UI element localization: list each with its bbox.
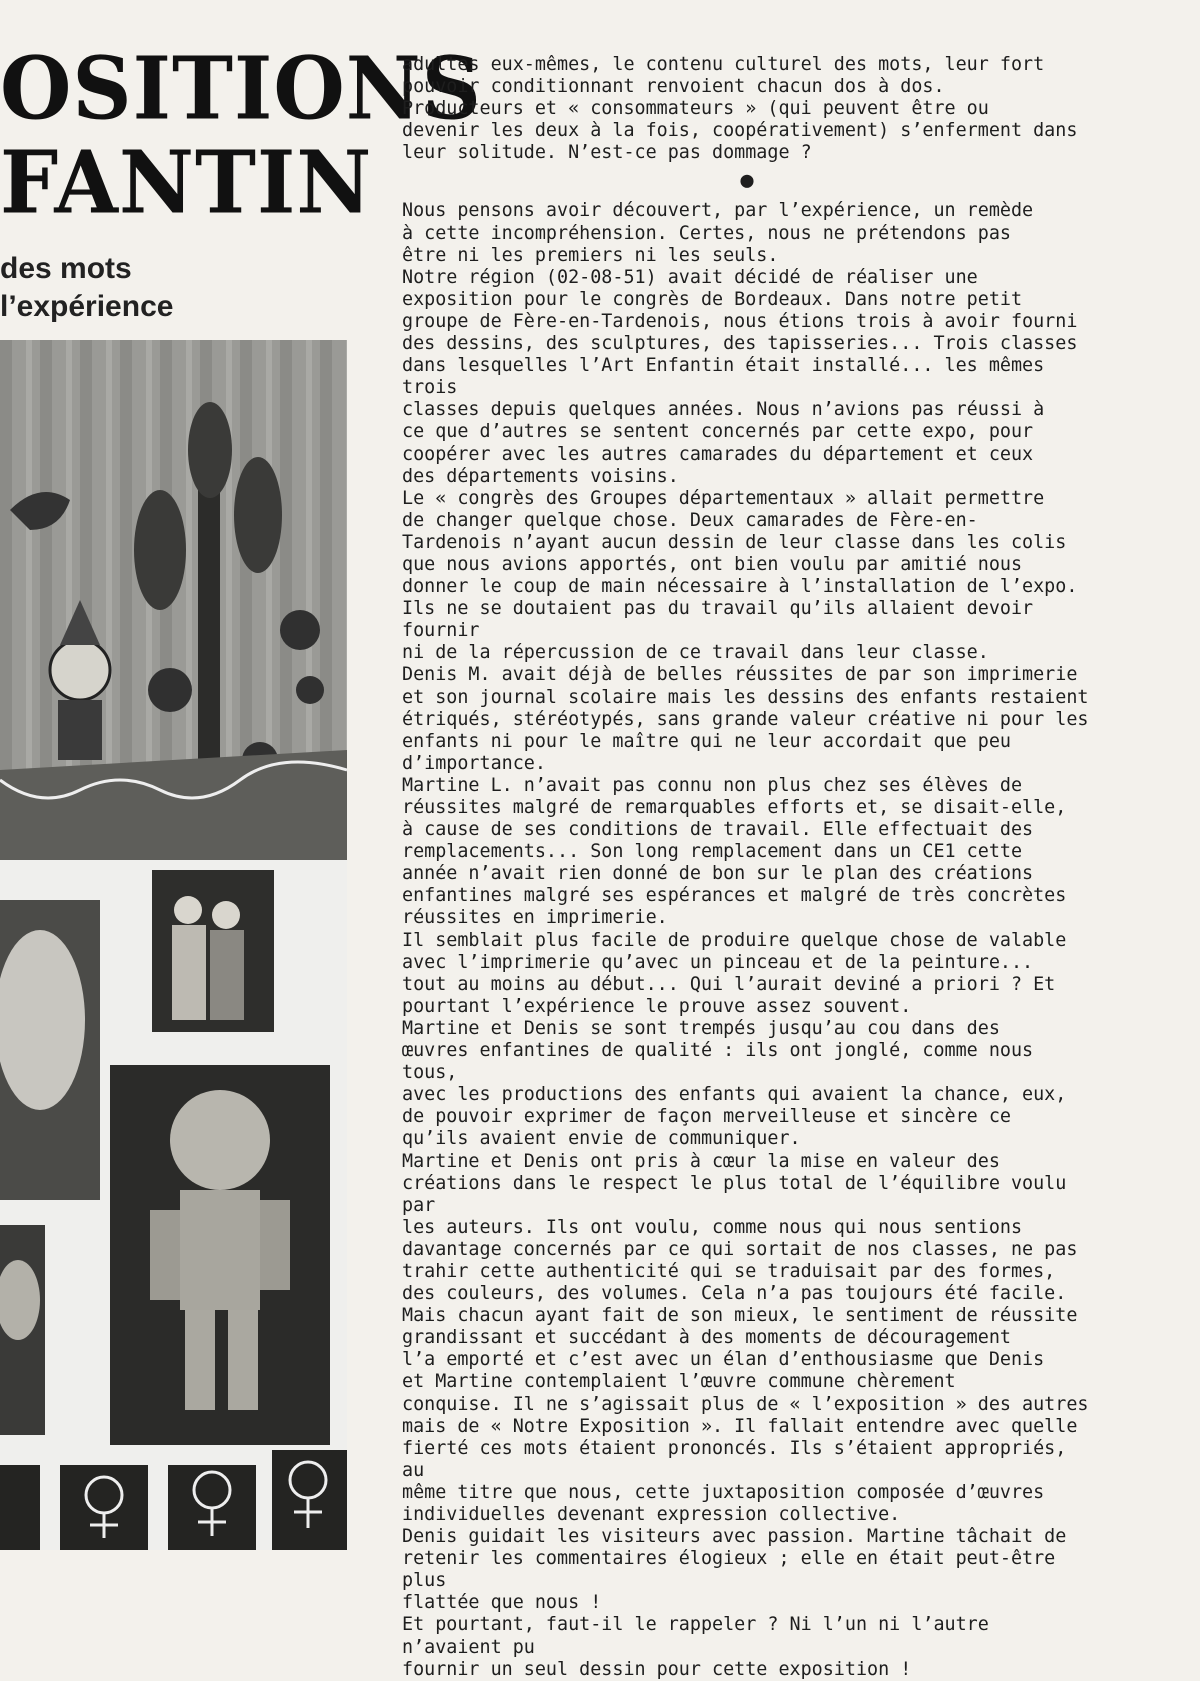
- text-line: des départements voisins.: [402, 465, 679, 487]
- text-line: et son journal scolaire mais les dessins des enfants restaient: [402, 686, 1089, 708]
- subheadline: [0, 250, 340, 326]
- text-line: individuelles devenant expression collective.: [402, 1504, 901, 1525]
- text-line: à cause de ses conditions de travail. Elle effectuait des: [402, 819, 1034, 841]
- text-line: d’importance.: [402, 752, 546, 774]
- text-line: les auteurs. Ils ont voulu, comme nous qui nous sentions: [402, 1216, 1023, 1238]
- text-line: Ils ne se doutaient pas du travail qu’ils allaient devoir fournir: [402, 598, 1034, 642]
- text-line: ni de la répercussion de ce travail dans leur classe.: [402, 642, 989, 664]
- text-line: adultes eux-mêmes, le contenu culturel des mots, leur fort: [402, 54, 1045, 75]
- text-line: remplacements... Son long remplacement dans un CE1 cette: [402, 841, 1023, 863]
- text-line: flattée que nous !: [402, 1592, 602, 1614]
- subheadline-line-2: l’expérience: [0, 290, 174, 323]
- text-line: qu’ils avaient envie de communiquer.: [402, 1128, 801, 1150]
- text-line: Denis guidait les visiteurs avec passion. Martine tâchait de: [402, 1526, 1067, 1548]
- article-text: [402, 54, 1092, 1681]
- text-line: Martine L. n’avait pas connu non plus chez ses élèves de: [402, 774, 1023, 796]
- text-line: que nous avions apportés, ont bien voulu par amitié nous: [402, 553, 1023, 575]
- text-line: devenir les deux à la fois, coopérativement) s’enferment dans: [402, 120, 1078, 142]
- headline-line-2: FANTIN: [0, 132, 373, 234]
- text-line: Producteurs et « consommateurs » (qui peuvent être ou: [402, 98, 989, 120]
- text-line: dans lesquelles l’Art Enfantin était installé... les mêmes trois: [402, 355, 1045, 399]
- text-line: des dessins, des sculptures, des tapisseries... Trois classes: [402, 333, 1078, 355]
- text-line: réussites malgré de remarquables efforts et, se disait-elle,: [402, 797, 1067, 818]
- headline: [0, 38, 482, 234]
- text-line: Et pourtant, faut-il le rappeler ? Ni l’un ni l’autre n’avaient pu: [402, 1614, 989, 1658]
- text-line: de pouvoir exprimer de façon merveilleuse et sincère ce: [402, 1106, 1011, 1128]
- text-line: Nous pensons avoir découvert, par l’expérience, un remède: [402, 200, 1034, 222]
- text-line: groupe de Fère-en-Tardenois, nous étions trois à avoir fourni: [402, 310, 1078, 332]
- text-line: réussites en imprimerie.: [402, 907, 668, 929]
- text-line: Le « congrès des Groupes départementaux » allait permettre: [402, 487, 1045, 509]
- text-line: créations dans le respect le plus total de l’équilibre voulu par: [402, 1172, 1067, 1216]
- text-line: Tardenois n’ayant aucun dessin de leur classe dans les colis: [402, 531, 1067, 553]
- text-line: même titre que nous, cette juxtaposition composée d’œuvres: [402, 1481, 1045, 1503]
- section-separator: ●: [740, 168, 754, 194]
- headline-line-1: OSITIONS: [0, 38, 482, 140]
- text-line: fierté ces mots étaient prononcés. Ils s’étaient appropriés, au: [402, 1437, 1067, 1481]
- text-line: Martine et Denis se sont trempés jusqu’au cou dans des: [402, 1017, 1000, 1039]
- text-line: leur solitude. N’est-ce pas dommage ?: [402, 142, 812, 164]
- text-line: Il semblait plus facile de produire quelque chose de valable: [402, 929, 1067, 951]
- text-line: pourtant l’expérience le prouve assez souvent.: [402, 995, 912, 1017]
- text-line: Martine et Denis ont pris à cœur la mise en valeur des: [402, 1150, 1000, 1172]
- intro-paragraph: [402, 54, 1092, 164]
- text-line: pouvoir conditionnant renvoient chacun dos à dos.: [402, 76, 945, 98]
- child-painting-portrait: [0, 1225, 45, 1435]
- text-line: et Martine contemplaient l’œuvre commune chèrement: [402, 1371, 956, 1393]
- photo-two-boys: [152, 870, 274, 1032]
- text-line: retenir les commentaires élogieux ; elle en était peut-être plus: [402, 1548, 1056, 1592]
- text-line: Denis M. avait déjà de belles réussites de par son imprimerie: [402, 664, 1078, 686]
- text-line: des couleurs, des volumes. Cela n’a pas toujours été facile.: [402, 1283, 1067, 1305]
- tapestry: [0, 340, 347, 860]
- text-line: trahir cette authenticité qui se traduisait par des formes,: [402, 1260, 1056, 1282]
- exhibition-photograph: [0, 340, 347, 1550]
- text-line: étriqués, stéréotypés, sans grande valeur créative ni pour les: [402, 708, 1089, 730]
- text-line: davantage concernés par ce qui sortait de nos classes, ne pas: [402, 1238, 1078, 1260]
- text-line: fournir un seul dessin pour cette exposition !: [402, 1658, 912, 1680]
- text-line: tout au moins au début... Qui l’aurait deviné a priori ? Et: [402, 973, 1056, 995]
- subheadline-line-1: des mots: [0, 252, 132, 285]
- text-line: année n’avait rien donné de bon sur le plan des créations: [402, 863, 1034, 885]
- text-line: donner le coup de main nécessaire à l’installation de l’expo.: [402, 576, 1078, 598]
- text-line: conquise. Il ne s’agissait plus de « l’exposition » des autres: [402, 1393, 1089, 1415]
- text-line: classes depuis quelques années. Nous n’avions pas réussi à: [402, 399, 1045, 421]
- text-line: ce que d’autres se sentent concernés par cette expo, pour: [402, 421, 1034, 443]
- child-painting-figure: [110, 1065, 330, 1445]
- text-line: enfants ni pour le maître qui ne leur accordait que peu: [402, 730, 1011, 752]
- text-line: avec les productions des enfants qui avaient la chance, eux,: [402, 1084, 1067, 1106]
- body-paragraphs: [402, 200, 1092, 1680]
- text-line: exposition pour le congrès de Bordeaux. Dans notre petit: [402, 288, 1023, 310]
- text-line: coopérer avec les autres camarades du département et ceux: [402, 443, 1034, 465]
- text-line: Mais chacun ayant fait de son mieux, le sentiment de réussite: [402, 1305, 1078, 1327]
- text-line: œuvres enfantines de qualité : ils ont jonglé, comme nous tous,: [402, 1040, 1034, 1084]
- text-line: grandissant et succédant à des moments de découragement: [402, 1327, 1011, 1349]
- text-line: avec l’imprimerie qu’avec un pinceau et de la peinture...: [402, 951, 1034, 973]
- text-line: enfantines malgré ses espérances et malgré de très concrètes: [402, 885, 1067, 907]
- text-line: à cette incompréhension. Certes, nous ne prétendons pas: [402, 222, 1011, 244]
- text-line: mais de « Notre Exposition ». Il fallait entendre avec quelle: [402, 1415, 1078, 1437]
- text-line: Notre région (02-08-51) avait décidé de réaliser une: [402, 266, 978, 288]
- text-line: l’a emporté et c’est avec un élan d’enthousiasme que Denis: [402, 1349, 1045, 1371]
- text-line: de changer quelque chose. Deux camarades de Fère-en-: [402, 509, 978, 531]
- child-painting-left: [0, 900, 100, 1200]
- text-line: être ni les premiers ni les seuls.: [402, 244, 779, 266]
